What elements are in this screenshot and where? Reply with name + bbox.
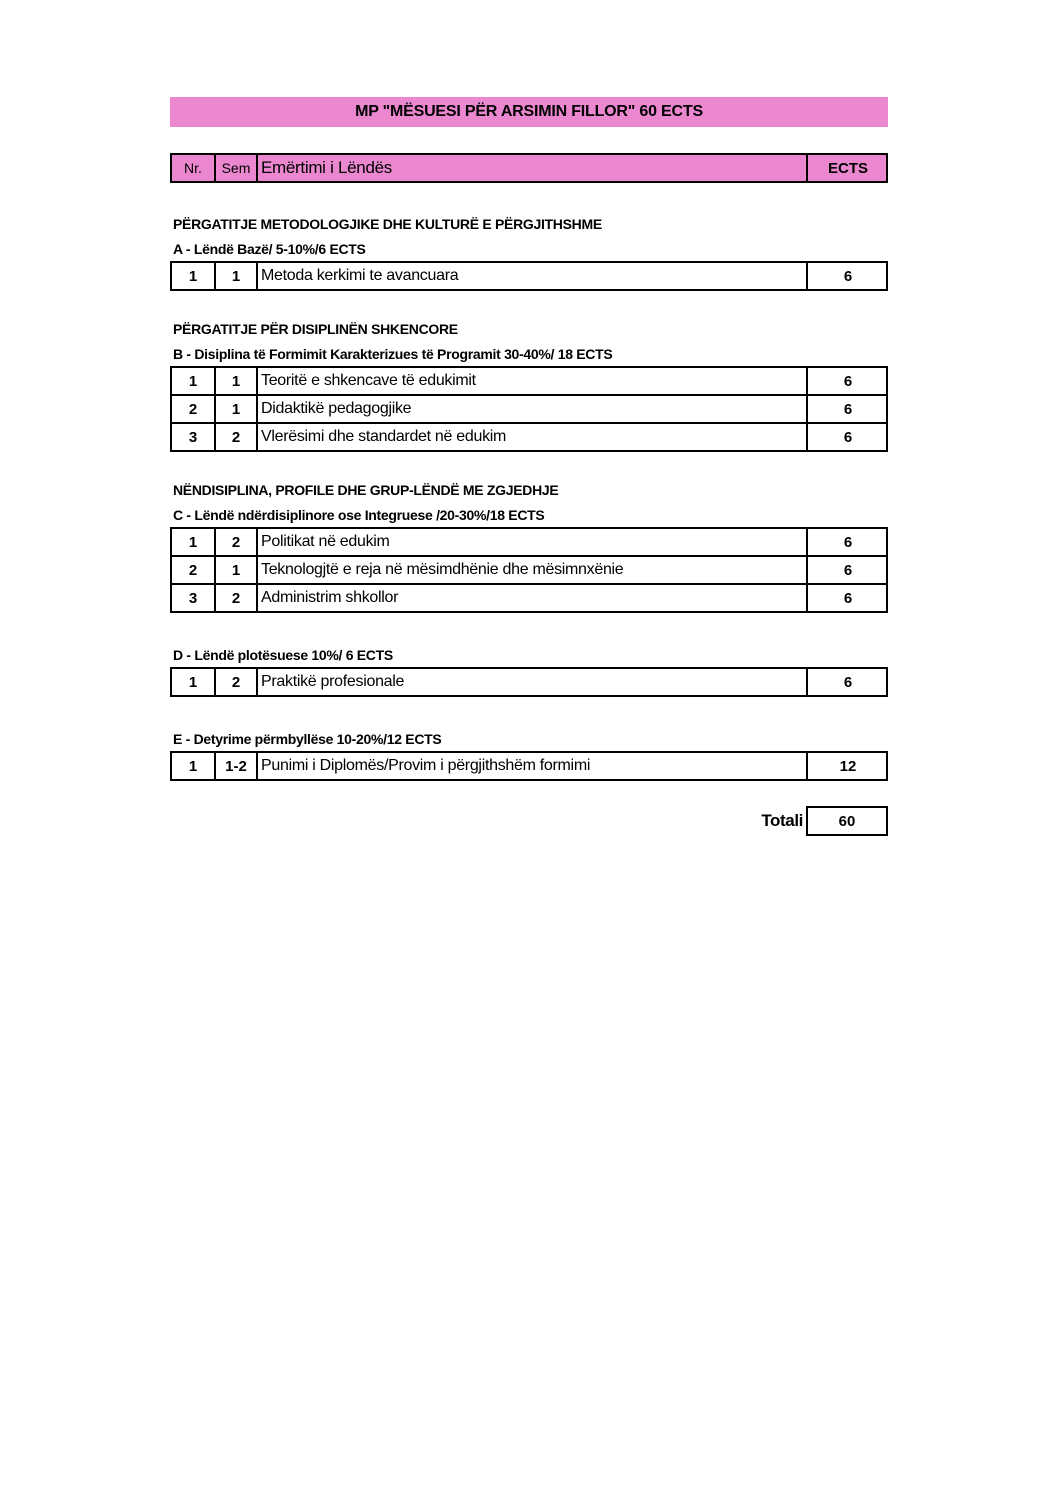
row-name: Teoritë e shkencave të edukimit <box>258 368 808 394</box>
table-header-row <box>170 153 888 183</box>
row-name: Praktikë profesionale <box>258 669 808 695</box>
table-row <box>170 585 888 613</box>
group-title-d: D - Lëndë plotësuese 10%/ 6 ECTS <box>173 647 393 663</box>
row-sem: 1-2 <box>216 753 258 779</box>
row-nr: 1 <box>172 753 216 779</box>
table-row <box>170 751 888 781</box>
table-row <box>170 366 888 396</box>
row-name: Administrim shkollor <box>258 585 808 611</box>
row-sem: 2 <box>216 529 258 555</box>
table-row <box>170 557 888 585</box>
row-ects: 6 <box>843 561 853 579</box>
table-row <box>170 527 888 557</box>
group-title-c: C - Lëndë ndërdisiplinore ose Integruese /20-30%/18 ECTS <box>173 507 545 523</box>
row-sem: 1 <box>216 396 258 422</box>
group-title-a: A - Lëndë Bazë/ 5-10%/6 ECTS <box>173 241 366 257</box>
header-nr: Nr. <box>172 155 216 181</box>
table-row <box>170 667 888 697</box>
group-title-e: E - Detyrime përmbyllëse 10-20%/12 ECTS <box>173 731 442 747</box>
group-title-b: B - Disiplina të Formimit Karakterizues të Programit 30-40%/ 18 ECTS <box>173 346 613 362</box>
total-value: 60 <box>806 806 888 836</box>
row-nr: 1 <box>172 669 216 695</box>
row-nr: 1 <box>172 368 216 394</box>
row-nr: 3 <box>172 585 216 611</box>
row-ects: 6 <box>843 267 853 285</box>
row-name: Vlerësimi dhe standardet në edukim <box>258 424 808 450</box>
row-ects: 12 <box>839 757 857 775</box>
row-name: Punimi i Diplomës/Provim i përgjithshëm formimi <box>258 753 808 779</box>
table-row <box>170 396 888 424</box>
row-name: Politikat në edukim <box>258 529 808 555</box>
section-title-discipline: PËRGATITJE PËR DISIPLINËN SHKENCORE <box>173 321 458 337</box>
row-sem: 2 <box>216 669 258 695</box>
row-nr: 1 <box>172 263 216 289</box>
row-ects: 6 <box>843 428 853 446</box>
header-sem: Sem <box>216 155 258 181</box>
total-label: Totali <box>761 811 803 830</box>
row-name: Teknologjtë e reja në mësimdhënie dhe mësimnxënie <box>258 557 808 583</box>
header-ects: ECTS <box>827 159 868 177</box>
row-sem: 1 <box>216 557 258 583</box>
row-ects: 6 <box>843 533 853 551</box>
row-sem: 1 <box>216 368 258 394</box>
row-nr: 2 <box>172 557 216 583</box>
row-sem: 2 <box>216 585 258 611</box>
section-title-methodology: PËRGATITJE METODOLOGJIKE DHE KULTURË E PËRGJITHSHME <box>173 216 602 232</box>
row-ects: 6 <box>843 673 853 691</box>
row-ects: 6 <box>843 589 853 607</box>
document-title: MP "MËSUESI PËR ARSIMIN FILLOR" 60 ECTS <box>170 97 888 127</box>
row-ects: 6 <box>843 372 853 390</box>
row-nr: 1 <box>172 529 216 555</box>
row-name: Didaktikë pedagogjike <box>258 396 808 422</box>
row-sem: 1 <box>216 263 258 289</box>
row-ects: 6 <box>843 400 853 418</box>
table-row <box>170 424 888 452</box>
row-nr: 3 <box>172 424 216 450</box>
section-title-subdisciplines: NËNDISIPLINA, PROFILE DHE GRUP-LËNDË ME ZGJEDHJE <box>173 482 559 498</box>
row-nr: 2 <box>172 396 216 422</box>
row-name: Metoda kerkimi te avancuara <box>258 263 808 289</box>
total-row <box>170 806 888 836</box>
header-name: Emërtimi i Lëndës <box>258 155 808 181</box>
curriculum-document <box>170 97 888 836</box>
row-sem: 2 <box>216 424 258 450</box>
table-row <box>170 261 888 291</box>
